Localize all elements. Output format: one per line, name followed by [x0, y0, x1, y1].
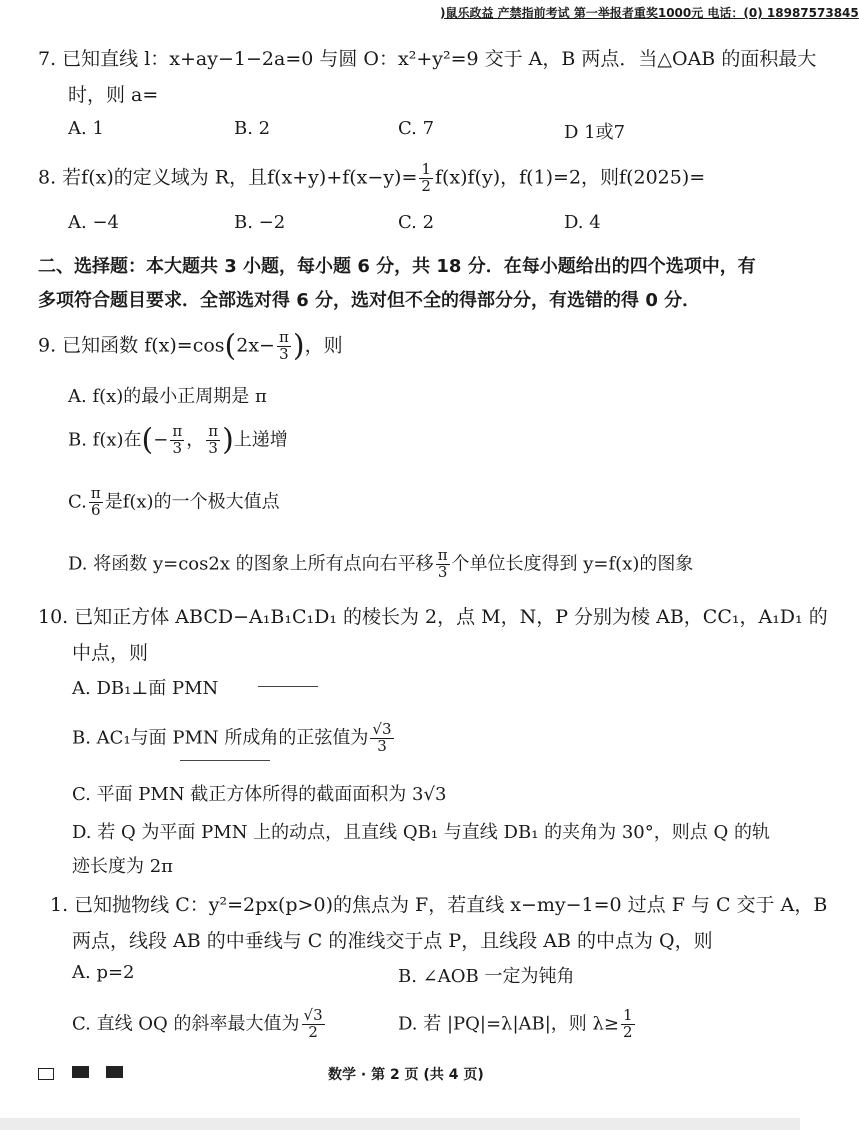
q9-optd-frac-den: 3	[437, 562, 448, 581]
q9-optb-lparen: (	[141, 422, 154, 458]
q10-option-b	[72, 722, 396, 755]
page-footer: 数学 · 第 2 页 (共 4 页)	[328, 1067, 484, 1083]
q10-option-d-line2: 迹长度为 2π	[72, 856, 174, 877]
q9-stem	[38, 330, 343, 363]
q10-optb-lead: B. AC₁与面 PMN 所成角的正弦值为	[72, 727, 369, 749]
q7-option-c: C. 7	[398, 118, 435, 139]
bottom-band	[0, 1118, 800, 1130]
q11-optc-frac	[302, 1008, 325, 1041]
footer-square-filled	[106, 1066, 123, 1078]
q9-optd-frac	[436, 548, 450, 581]
page-header: )鼠乐政益 产禁指前考试 第一举报者重奖1000元 电话：(0) 18987573845	[440, 6, 859, 20]
q9-option-c	[68, 486, 280, 519]
q8-option-c: C. 2	[398, 212, 435, 233]
q7-line2: 时，则 a=	[68, 84, 159, 106]
q9-optc-tail: 是f(x)的一个极大值点	[104, 491, 280, 513]
q10-optb-frac-den: 3	[377, 736, 387, 755]
q7-line1: 7. 已知直线 l：x+ay−1−2a=0 与圆 O：x²+y²=9 交于 A，B 两点．当△OAB 的面积最大	[38, 48, 817, 70]
q9-optb-frac1-num: π	[172, 422, 183, 440]
q9-optb-frac1-den: 3	[172, 438, 183, 457]
q8-option-d: D. 4	[564, 212, 601, 233]
q9-tail: ，则	[304, 334, 343, 357]
footer-square-filled	[72, 1066, 89, 1078]
q11-option-d	[398, 1008, 637, 1041]
q11-option-c	[72, 1008, 327, 1041]
q10-optb-frac-num: √3	[372, 720, 392, 738]
q9-optd-lead: D. 将函数 y=cos2x 的图象上所有点向右平移	[68, 553, 434, 575]
q8-frac-num: 1	[421, 160, 431, 178]
pen-mark	[258, 686, 318, 687]
q9-optc-lead: C.	[68, 491, 87, 513]
q11-optd-lead: D. 若 |PQ|=λ|AB|，则 λ≥	[398, 1013, 620, 1035]
q11-optc-frac-den: 2	[308, 1022, 318, 1041]
q10-option-d-line1: D. 若 Q 为平面 PMN 上的动点，且直线 QB₁ 与直线 DB₁ 的夹角为 30°，则点 Q 的轨	[72, 822, 770, 843]
q9-optb-frac1	[170, 424, 184, 457]
q9-option-d	[68, 548, 693, 581]
q9-optb-neg: −	[153, 429, 169, 451]
q10-option-a: A. DB₁⊥面 PMN	[72, 678, 219, 699]
q9-option-b	[68, 424, 288, 457]
q8-tail: f(x)f(y)，f(1)=2，则f(2025)=	[434, 166, 706, 189]
q11-optd-frac-num: 1	[623, 1006, 633, 1024]
q9-lead: 9. 已知函数 f(x)=cos	[38, 334, 225, 357]
q9-right-paren: )	[292, 328, 305, 364]
q11-option-b: B. ∠AOB 一定为钝角	[398, 966, 575, 987]
q9-optb-rparen: )	[222, 422, 234, 458]
section2-line1: 二、选择题：本大题共 3 小题，每小题 6 分，共 18 分．在每小题给出的四个选项中，有	[38, 256, 756, 277]
q7-option-a: A. 1	[68, 118, 104, 139]
q9-optb-frac2-num: π	[208, 422, 219, 440]
q8-lead: 8. 若f(x)的定义域为 R，且f(x+y)+f(x−y)=	[38, 166, 418, 189]
q11-optc-lead: C. 直线 OQ 的斜率最大值为	[72, 1013, 300, 1035]
q9-optc-frac-num: π	[90, 484, 101, 502]
q9-optb-frac2-den: 3	[208, 438, 218, 457]
q10-line1: 10. 已知正方体 ABCD−A₁B₁C₁D₁ 的棱长为 2，点 M，N，P 分别为棱 AB，CC₁，A₁D₁ 的	[38, 606, 828, 628]
q9-option-a: A. f(x)的最小正周期是 π	[68, 386, 267, 407]
section2-line2: 多项符合题目要求．全部选对得 6 分，选对但不全的得部分分，有选错的得 0 分．	[38, 290, 701, 311]
q11-line1: 1. 已知抛物线 C：y²=2px(p>0)的焦点为 F，若直线 x−my−1=0 过点 F 与 C 交于 A，B	[50, 894, 828, 916]
q9-optd-tail: 个单位长度得到 y=f(x)的图象	[451, 553, 694, 575]
q9-optb-frac2	[206, 424, 220, 457]
q9-optd-frac-num: π	[437, 546, 448, 564]
q8-stem	[38, 162, 705, 195]
q8-option-b: B. −2	[234, 212, 286, 233]
q11-option-a: A. p=2	[72, 962, 135, 983]
q9-optc-frac	[89, 486, 103, 519]
q9-optc-frac-den: 6	[91, 500, 101, 519]
q9-left-paren: (	[224, 328, 237, 364]
q10-line2: 中点，则	[72, 642, 149, 664]
q9-optb-lead: B. f(x)在	[68, 429, 142, 451]
q7-option-d: D 1或7	[564, 122, 626, 143]
q11-optc-frac-num: √3	[303, 1006, 323, 1024]
q9-fraction	[277, 330, 291, 363]
q8-option-a: A. −4	[68, 212, 119, 233]
q9-optb-comma: ，	[186, 429, 205, 451]
q9-frac-num: π	[278, 328, 289, 346]
q8-frac-den: 2	[421, 176, 431, 195]
q11-optd-frac-den: 2	[623, 1022, 633, 1041]
q10-option-c: C. 平面 PMN 截正方体所得的截面面积为 3√3	[72, 784, 447, 805]
footer-square-outline	[38, 1068, 54, 1080]
q11-optd-frac	[621, 1008, 635, 1041]
q9-optb-tail: 上递增	[233, 429, 288, 451]
q7-option-b: B. 2	[234, 118, 271, 139]
pen-mark	[180, 760, 270, 761]
q9-inner: 2x−	[236, 334, 275, 357]
q11-line2: 两点，线段 AB 的中垂线与 C 的准线交于点 P，且线段 AB 的中点为 Q，则	[72, 930, 713, 952]
q8-fraction	[419, 162, 433, 195]
q9-frac-den: 3	[279, 344, 289, 363]
q10-optb-frac	[370, 722, 393, 755]
